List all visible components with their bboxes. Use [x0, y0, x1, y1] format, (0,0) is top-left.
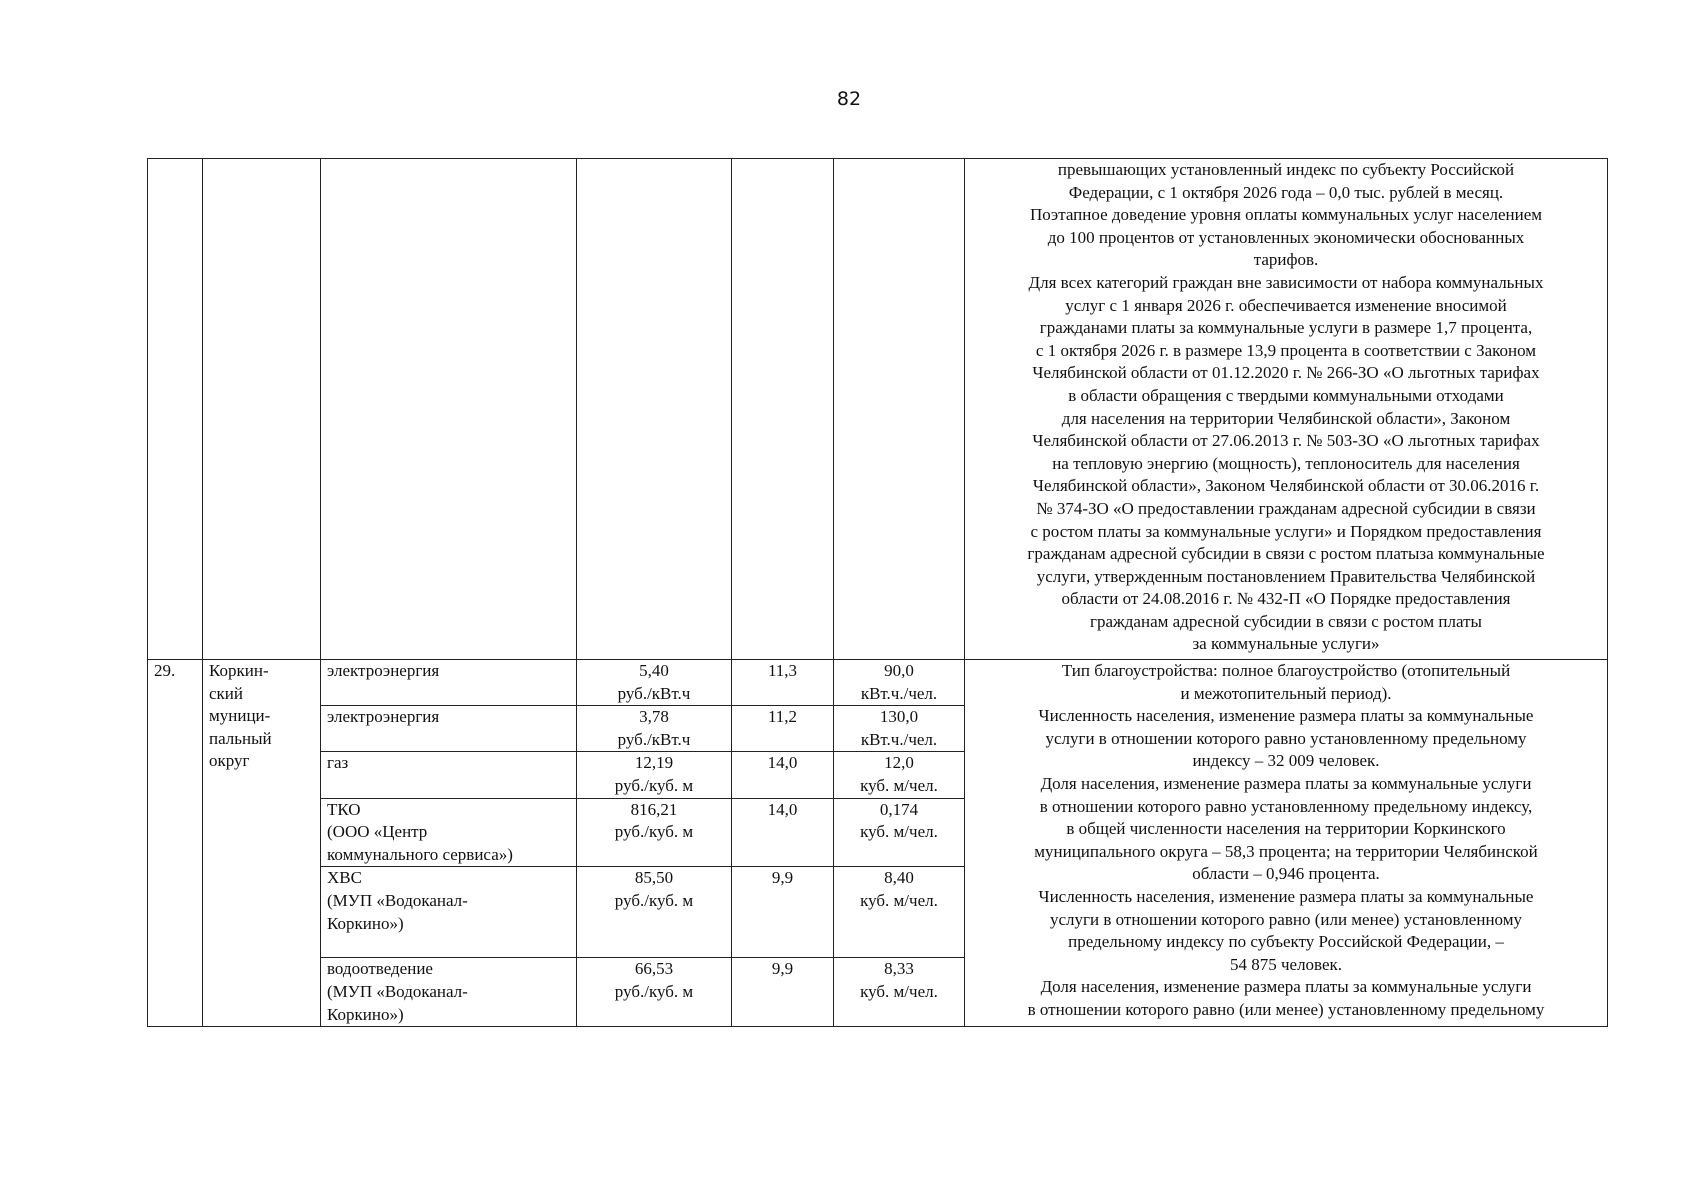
text-line: (ООО «Центр — [327, 822, 428, 842]
text-line: пальный — [209, 728, 272, 748]
text-line: гражданам адресной субсидии в связи с ростом платы — [1090, 611, 1482, 631]
text-line: куб. м/чел. — [860, 775, 938, 795]
tariff-cell — [577, 867, 732, 958]
service-name-cell — [321, 867, 577, 958]
text-line: (МУП «Водоканал- — [327, 981, 468, 1001]
text-line: кВт.ч./чел. — [860, 683, 938, 703]
percent-cell — [732, 798, 834, 867]
percent-value: 9,9 — [771, 959, 794, 979]
text-line: газ — [327, 753, 349, 773]
service-name-cell — [321, 798, 577, 867]
text-line: водоотведение — [327, 959, 433, 979]
text-line: 3,78 — [639, 707, 669, 727]
empty-cell — [148, 159, 203, 660]
text-line: руб./куб. м — [614, 890, 694, 910]
text-line: 8,33 — [884, 959, 914, 979]
text-line: услуги в отношении которого равно (или менее) установленному — [1050, 909, 1522, 929]
text-line: Поэтапное доведение уровня оплаты коммунальных услуг населением — [1029, 205, 1543, 225]
text-line: ский — [209, 683, 243, 703]
page-number: 82 — [836, 88, 862, 110]
text-line: электроэнергия — [327, 661, 440, 680]
text-line: в области обращения с твердыми коммунальными отходами — [1068, 385, 1504, 405]
text-line: 130,0 — [879, 707, 919, 727]
text-line: с 1 октября 2026 г. в размере 13,9 процента в соответствии с Законом — [1035, 340, 1537, 360]
text-line: Челябинской области от 01.12.2020 г. № 266-ЗО «О льготных тарифах — [1032, 363, 1540, 383]
text-line: 5,40 — [639, 661, 669, 680]
text-line: руб./кВт.ч — [617, 683, 691, 703]
text-line: превышающих установленный индекс по субъекту Российской — [1057, 160, 1515, 179]
text-line: Численность населения, изменение размера платы за коммунальные — [1038, 706, 1534, 726]
text-line: Коркин- — [209, 661, 269, 680]
percent-value: 11,3 — [767, 661, 798, 680]
empty-cell — [321, 159, 577, 660]
text-line: для населения на территории Челябинской области», Законом — [1061, 408, 1511, 428]
text-line: гражданам адресной субсидии в связи с ростом платыза коммунальные — [1027, 544, 1545, 564]
percent-cell — [732, 706, 834, 752]
text-line: Челябинской области», Законом Челябинской области от 30.06.2016 г. — [1032, 476, 1540, 496]
percent-value: 9,9 — [771, 868, 794, 888]
row-number: 29. — [154, 661, 176, 680]
text-line: муници- — [209, 706, 271, 726]
service-name-cell — [321, 958, 577, 1027]
text-line: 0,174 — [879, 799, 919, 819]
text-line: тарифов. — [1253, 250, 1319, 270]
text-line: услуги в отношении которого равно установленному предельному — [1045, 728, 1527, 748]
text-line: 85,50 — [634, 868, 674, 888]
text-line: Доля населения, изменение размера платы за коммунальные услуги — [1040, 977, 1532, 997]
text-line: индексу – 32 009 человек. — [1192, 751, 1380, 771]
text-line: до 100 процентов от установленных экономически обоснованных — [1047, 227, 1525, 247]
text-line: за коммунальные услуги» — [1192, 634, 1380, 654]
norm-cell — [834, 752, 965, 798]
tariff-table — [147, 158, 1608, 1027]
norm-cell — [834, 706, 965, 752]
row-number-cell — [148, 660, 203, 1027]
text-line: на тепловую энергию (мощность), теплоноситель для населения — [1052, 453, 1520, 473]
row-29-service-1 — [148, 660, 1608, 706]
text-line: кВт.ч./чел. — [860, 729, 938, 749]
text-line: 816,21 — [630, 799, 678, 819]
tariff-cell — [577, 798, 732, 867]
percent-cell — [732, 958, 834, 1027]
text-line: области от 24.08.2016 г. № 432-П «О Порядке предоставления — [1061, 589, 1511, 609]
percent-value: 14,0 — [767, 753, 798, 773]
text-line: 54 875 человек. — [1229, 954, 1343, 974]
empty-cell — [577, 159, 732, 660]
service-name-cell — [321, 706, 577, 752]
empty-cell — [203, 159, 321, 660]
text-line: 12,0 — [884, 753, 914, 773]
text-line: руб./куб. м — [614, 775, 694, 795]
percent-value: 11,2 — [767, 707, 798, 727]
text-line: 90,0 — [884, 661, 914, 680]
percent-cell — [732, 660, 834, 706]
text-line: области – 0,946 процента. — [1192, 864, 1380, 884]
norm-cell — [834, 798, 965, 867]
text-line: округ — [209, 751, 250, 771]
service-name-cell — [321, 752, 577, 798]
empty-cell — [732, 159, 834, 660]
text-line: коммунального сервиса») — [327, 844, 513, 864]
empty-cell — [834, 159, 965, 660]
tariff-cell — [577, 752, 732, 798]
municipality-cell — [203, 660, 321, 1027]
text-line: руб./куб. м — [614, 981, 694, 1001]
text-line: ХВС — [327, 868, 362, 888]
norm-cell — [834, 660, 965, 706]
text-line: № 374-ЗО «О предоставлении гражданам адресной субсидии в связи — [1036, 498, 1536, 518]
text-line: предельному индексу по субъекту Российской Федерации, – — [1068, 932, 1504, 952]
text-line: и межотопительный период). — [1180, 683, 1392, 703]
percent-cell — [732, 867, 834, 958]
text-line: услуг с 1 января 2026 г. обеспечивается изменение вносимой — [1065, 295, 1507, 315]
text-line: Челябинской области от 27.06.2013 г. № 503-ЗО «О льготных тарифах — [1032, 431, 1540, 451]
service-name-cell — [321, 660, 577, 706]
text-line: руб./кВт.ч — [617, 729, 691, 749]
text-line: в отношении которого равно (или менее) установленному предельному — [1027, 999, 1545, 1019]
text-line: руб./куб. м — [614, 822, 694, 842]
tariff-cell — [577, 706, 732, 752]
text-line: 12,19 — [634, 753, 674, 773]
percent-cell — [732, 752, 834, 798]
text-line: куб. м/чел. — [860, 890, 938, 910]
text-line: ТКО — [327, 799, 361, 819]
text-line: в общей численности населения на территории Коркинского — [1066, 819, 1506, 839]
text-line: Для всех категорий граждан вне зависимости от набора коммунальных — [1028, 272, 1544, 292]
norm-cell — [834, 958, 965, 1027]
tariff-cell — [577, 660, 732, 706]
text-line: 66,53 — [634, 959, 674, 979]
continuation-note-cell — [965, 159, 1608, 660]
tariff-cell — [577, 958, 732, 1027]
continuation-row — [148, 159, 1608, 660]
text-line: Федерации, с 1 октября 2026 года – 0,0 тыс. рублей в месяц. — [1068, 182, 1504, 202]
text-line: куб. м/чел. — [860, 981, 938, 1001]
text-line: (МУП «Водоканал- — [327, 890, 468, 910]
row-29-note-cell — [965, 660, 1608, 1027]
norm-cell — [834, 867, 965, 958]
text-line: в отношении которого равно установленному предельному индексу, — [1039, 796, 1533, 816]
text-line: Коркино») — [327, 1004, 404, 1024]
text-line: Численность населения, изменение размера платы за коммунальные — [1038, 886, 1534, 906]
text-line: электроэнергия — [327, 707, 440, 727]
text-line: куб. м/чел. — [860, 822, 938, 842]
text-line: Доля населения, изменение размера платы за коммунальные услуги — [1040, 773, 1532, 793]
text-line: услуги, утвержденным постановлением Правительства Челябинской — [1036, 566, 1536, 586]
text-line: Тип благоустройства: полное благоустройство (отопительный — [1061, 661, 1511, 680]
text-line: Коркино») — [327, 913, 404, 933]
text-line: гражданами платы за коммунальные услуги в размере 1,7 процента, — [1039, 318, 1533, 338]
text-line: 8,40 — [884, 868, 914, 888]
percent-value: 14,0 — [767, 799, 798, 819]
text-line: муниципального округа – 58,3 процента; на территории Челябинской — [1034, 841, 1538, 861]
text-line: с ростом платы за коммунальные услуги» и Порядком предоставления — [1030, 521, 1542, 541]
